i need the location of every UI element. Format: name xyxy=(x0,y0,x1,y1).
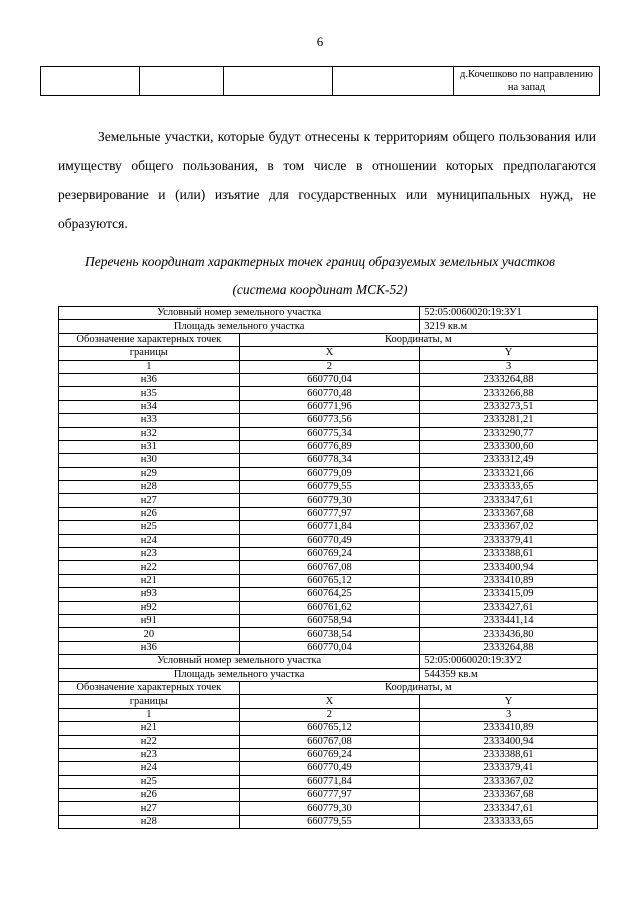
column-number-row xyxy=(59,708,598,721)
y-coordinate: 2333281,21 xyxy=(420,414,598,427)
column-number: 2 xyxy=(239,708,420,721)
x-coordinate: 660771,96 xyxy=(239,400,420,413)
column-number: 3 xyxy=(420,360,598,373)
x-coordinate: 660777,97 xyxy=(239,507,420,520)
x-coordinate: 660770,04 xyxy=(239,373,420,386)
point-name: н32 xyxy=(59,427,240,440)
column-number: 1 xyxy=(59,360,240,373)
table-row xyxy=(59,762,598,775)
point-name: н25 xyxy=(59,775,240,788)
x-coordinate: 660765,12 xyxy=(239,722,420,735)
cadastral-label: Условный номер земельного участка xyxy=(59,655,420,668)
table-row xyxy=(59,722,598,735)
table-row xyxy=(59,628,598,641)
x-coordinate: 660767,08 xyxy=(239,561,420,574)
point-name: н92 xyxy=(59,601,240,614)
x-coordinate: 660773,56 xyxy=(239,414,420,427)
point-name: н30 xyxy=(59,454,240,467)
x-coordinate: 660778,34 xyxy=(239,454,420,467)
x-coordinate: 660771,84 xyxy=(239,775,420,788)
x-coordinate: 660770,04 xyxy=(239,641,420,654)
y-coordinate: 2333441,14 xyxy=(420,614,598,627)
cadastral-row xyxy=(59,655,598,668)
area-value: 3219 кв.м xyxy=(420,320,598,333)
point-name: н22 xyxy=(59,561,240,574)
point-name: н24 xyxy=(59,762,240,775)
body-paragraph xyxy=(58,122,596,238)
y-coordinate: 2333400,94 xyxy=(420,735,598,748)
table-row xyxy=(59,414,598,427)
table-cell xyxy=(224,67,333,96)
table-row xyxy=(59,548,598,561)
table-row xyxy=(59,427,598,440)
table-row xyxy=(59,601,598,614)
table-row xyxy=(59,454,598,467)
x-header: X xyxy=(239,347,420,360)
x-coordinate: 660761,62 xyxy=(239,601,420,614)
x-coordinate: 660769,24 xyxy=(239,548,420,561)
point-name: н31 xyxy=(59,440,240,453)
table-cell xyxy=(333,67,454,96)
table-row xyxy=(59,494,598,507)
point-name: н26 xyxy=(59,789,240,802)
x-coordinate: 660779,55 xyxy=(239,481,420,494)
y-coordinate: 2333264,88 xyxy=(420,373,598,386)
table-row xyxy=(59,748,598,761)
area-row xyxy=(59,668,598,681)
y-coordinate: 2333321,66 xyxy=(420,467,598,480)
y-coordinate: 2333388,61 xyxy=(420,748,598,761)
y-coordinate: 2333312,49 xyxy=(420,454,598,467)
x-coordinate: 660765,12 xyxy=(239,574,420,587)
paragraph-text: Земельные участки, которые будут отнесены к территориям общего пользования или имуществу общего пользования, в том числе в отношении которых предполагаются резервирование и (или) изъятие для государственных или муниципальных нужд, не образуются. xyxy=(58,129,596,231)
cadastral-row xyxy=(59,307,598,320)
header-row xyxy=(59,333,598,346)
y-coordinate: 2333415,09 xyxy=(420,588,598,601)
y-coordinate: 2333333,65 xyxy=(420,815,598,828)
y-coordinate: 2333379,41 xyxy=(420,762,598,775)
coordinates-header: Координаты, м xyxy=(239,333,597,346)
y-coordinate: 2333347,61 xyxy=(420,494,598,507)
y-coordinate: 2333388,61 xyxy=(420,548,598,561)
point-name: н93 xyxy=(59,588,240,601)
x-coordinate: 660767,08 xyxy=(239,735,420,748)
table-row xyxy=(59,641,598,654)
x-coordinate: 660777,97 xyxy=(239,789,420,802)
y-coordinate: 2333427,61 xyxy=(420,601,598,614)
point-name: н34 xyxy=(59,400,240,413)
point-name: н24 xyxy=(59,534,240,547)
y-coordinate: 2333333,65 xyxy=(420,481,598,494)
points-header: Обозначение характерных точек xyxy=(59,681,240,694)
point-name: н25 xyxy=(59,521,240,534)
x-coordinate: 660738,54 xyxy=(239,628,420,641)
table-row xyxy=(59,387,598,400)
y-coordinate: 2333367,02 xyxy=(420,775,598,788)
header-row xyxy=(59,695,598,708)
point-name: н23 xyxy=(59,548,240,561)
x-coordinate: 660771,84 xyxy=(239,521,420,534)
y-coordinate: 2333300,60 xyxy=(420,440,598,453)
table-row xyxy=(59,400,598,413)
point-name: н21 xyxy=(59,574,240,587)
y-coordinate: 2333410,89 xyxy=(420,722,598,735)
point-name: н28 xyxy=(59,481,240,494)
x-coordinate: 660770,49 xyxy=(239,762,420,775)
previous-table-fragment xyxy=(40,66,600,96)
area-value: 544359 кв.м xyxy=(420,668,598,681)
table-row xyxy=(59,614,598,627)
point-name: н29 xyxy=(59,467,240,480)
coordinates-header: Координаты, м xyxy=(239,681,597,694)
heading-line-1: Перечень координат характерных точек границ образуемых земельных участков xyxy=(84,254,556,269)
column-number-row xyxy=(59,360,598,373)
x-coordinate: 660779,30 xyxy=(239,802,420,815)
x-coordinate: 660769,24 xyxy=(239,748,420,761)
x-coordinate: 660758,94 xyxy=(239,614,420,627)
table-row xyxy=(59,534,598,547)
y-coordinate: 2333367,02 xyxy=(420,521,598,534)
table-row xyxy=(41,67,600,96)
table-row xyxy=(59,521,598,534)
point-name: н21 xyxy=(59,722,240,735)
point-name: н33 xyxy=(59,414,240,427)
x-header: X xyxy=(239,695,420,708)
y-coordinate: 2333400,94 xyxy=(420,561,598,574)
y-coordinate: 2333367,68 xyxy=(420,507,598,520)
point-name: н35 xyxy=(59,387,240,400)
y-coordinate: 2333266,88 xyxy=(420,387,598,400)
coordinates-heading xyxy=(40,248,600,304)
table-row xyxy=(59,815,598,828)
x-coordinate: 660779,30 xyxy=(239,494,420,507)
y-coordinate: 2333347,61 xyxy=(420,802,598,815)
table-row xyxy=(59,775,598,788)
table-row xyxy=(59,574,598,587)
page-number: 6 xyxy=(316,34,324,49)
point-name: н91 xyxy=(59,614,240,627)
coordinates-table xyxy=(58,306,598,829)
x-coordinate: 660775,34 xyxy=(239,427,420,440)
point-name: н28 xyxy=(59,815,240,828)
y-coordinate: 2333290,77 xyxy=(420,427,598,440)
x-coordinate: 660770,48 xyxy=(239,387,420,400)
point-name: н36 xyxy=(59,641,240,654)
y-header: Y xyxy=(420,347,598,360)
y-header: Y xyxy=(420,695,598,708)
direction-cell: д.Кочешково по направлению на запад xyxy=(454,67,600,96)
x-coordinate: 660770,49 xyxy=(239,534,420,547)
point-name: 20 xyxy=(59,628,240,641)
point-name: н23 xyxy=(59,748,240,761)
point-name: н27 xyxy=(59,494,240,507)
table-cell xyxy=(41,67,140,96)
y-coordinate: 2333367,68 xyxy=(420,789,598,802)
table-row xyxy=(59,440,598,453)
points-header-continued: границы xyxy=(59,695,240,708)
y-coordinate: 2333264,88 xyxy=(420,641,598,654)
header-row xyxy=(59,347,598,360)
table-row xyxy=(59,481,598,494)
point-name: н36 xyxy=(59,373,240,386)
cadastral-number: 52:05:0060020:19:ЗУ1 xyxy=(420,307,598,320)
area-label: Площадь земельного участка xyxy=(59,668,420,681)
area-label: Площадь земельного участка xyxy=(59,320,420,333)
point-name: н26 xyxy=(59,507,240,520)
x-coordinate: 660779,55 xyxy=(239,815,420,828)
table-row xyxy=(59,588,598,601)
points-header: Обозначение характерных точек xyxy=(59,333,240,346)
table-row xyxy=(59,467,598,480)
heading-line-2: (система координат МСК-52) xyxy=(232,282,408,297)
table-row xyxy=(59,735,598,748)
table-cell xyxy=(140,67,224,96)
table-row xyxy=(59,561,598,574)
column-number: 3 xyxy=(420,708,598,721)
point-name: н27 xyxy=(59,802,240,815)
column-number: 1 xyxy=(59,708,240,721)
header-row xyxy=(59,681,598,694)
x-coordinate: 660779,09 xyxy=(239,467,420,480)
cadastral-label: Условный номер земельного участка xyxy=(59,307,420,320)
y-coordinate: 2333410,89 xyxy=(420,574,598,587)
table-row xyxy=(59,789,598,802)
x-coordinate: 660764,25 xyxy=(239,588,420,601)
table-row xyxy=(59,373,598,386)
x-coordinate: 660776,89 xyxy=(239,440,420,453)
points-header-continued: границы xyxy=(59,347,240,360)
table-row xyxy=(59,507,598,520)
cadastral-number: 52:05:0060020:19:ЗУ2 xyxy=(420,655,598,668)
area-row xyxy=(59,320,598,333)
table-row xyxy=(59,802,598,815)
point-name: н22 xyxy=(59,735,240,748)
y-coordinate: 2333273,51 xyxy=(420,400,598,413)
y-coordinate: 2333379,41 xyxy=(420,534,598,547)
column-number: 2 xyxy=(239,360,420,373)
y-coordinate: 2333436,80 xyxy=(420,628,598,641)
